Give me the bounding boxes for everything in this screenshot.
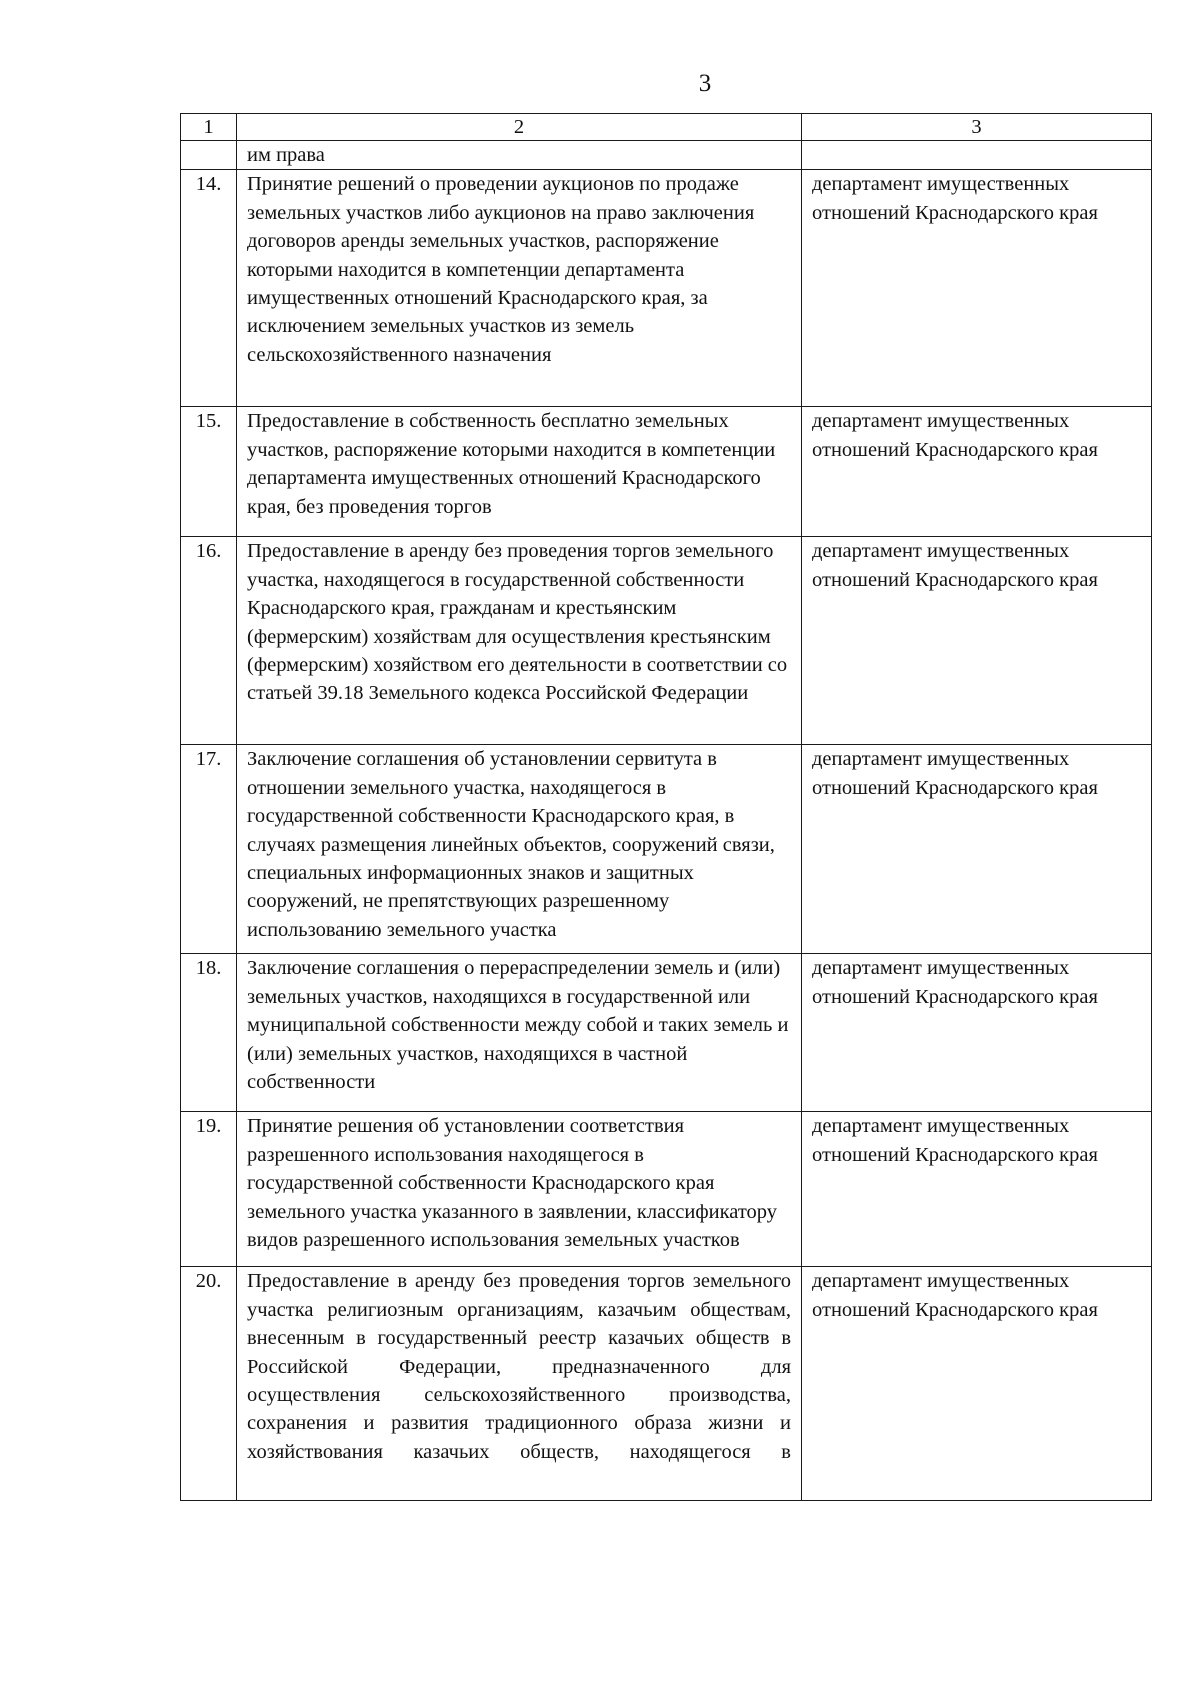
header-col-1: 1 [181, 114, 237, 141]
table-row [181, 954, 1152, 1112]
row-number: 18. [181, 954, 237, 1112]
continuation-row [181, 141, 1152, 170]
row-number: 15. [181, 407, 237, 537]
row-number: 19. [181, 1112, 237, 1267]
page-number: 3 [698, 70, 712, 97]
row-text: Принятие решения об установлении соответствия разрешенного использования находящегося в государственной собственности Краснодарского края земельного участка указанного в заявлении, классификатору видов разрешенного использования земельных участков [237, 1112, 802, 1267]
header-col-2: 2 [237, 114, 802, 141]
continuation-text: им права [237, 141, 802, 170]
row-text: Предоставление в аренду без проведения торгов земельного участка, находящегося в государственной собственности Краснодарского края, гражданам и крестьянским (фермерским) хозяйствам для осуществления крестьянским (фермерским) хозяйством его деятельности в соответствии со статьей 39.18 Земельного кодекса Российской Федерации [237, 537, 802, 745]
table-row [181, 407, 1152, 537]
header-col-3: 3 [802, 114, 1152, 141]
row-text: Предоставление в аренду без проведения торгов земельного участка религиозным организациям, казачьим обществам, внесенным в государственный реестр казачьих обществ в Российской Федерации, предназначенного для осуществления сельскохозяйственного производства, сохранения и развития традиционного образа жизни и хозяйствования казачьих обществ, находящегося в [237, 1267, 802, 1501]
row-org: департамент имущественных отношений Краснодарского края [802, 1112, 1152, 1267]
row-number [181, 141, 237, 170]
row-text: Принятие решений о проведении аукционов по продаже земельных участков либо аукционов на право заключения договоров аренды земельных участков, распоряжение которыми находится в компетенции департамента имущественных отношений Краснодарского края, за исключением земельных участков из земель сельскохозяйственного назначения [237, 170, 802, 407]
row-text: Заключение соглашения о перераспределении земель и (или) земельных участков, находящихся в государственной или муниципальной собственности между собой и таких земель и (или) земельных участков, находящихся в частной собственности [237, 954, 802, 1112]
table-row [181, 1112, 1152, 1267]
header-row [181, 114, 1152, 141]
row-text: Предоставление в собственность бесплатно земельных участков, распоряжение которыми находится в компетенции департамента имущественных отношений Краснодарского края, без проведения торгов [237, 407, 802, 537]
services-table [180, 113, 1152, 1501]
row-org: департамент имущественных отношений Краснодарского края [802, 407, 1152, 537]
table-row [181, 745, 1152, 954]
row-org: департамент имущественных отношений Краснодарского края [802, 537, 1152, 745]
table-row [181, 1267, 1152, 1501]
table-row [181, 537, 1152, 745]
row-number: 17. [181, 745, 237, 954]
row-number: 14. [181, 170, 237, 407]
row-text: Заключение соглашения об установлении сервитута в отношении земельного участка, находящегося в государственной собственности Краснодарского края, в случаях размещения линейных объектов, сооружений связи, специальных информационных знаков и защитных сооружений, не препятствующих разрешенному использованию земельного участка [237, 745, 802, 954]
row-number: 16. [181, 537, 237, 745]
row-org: департамент имущественных отношений Краснодарского края [802, 170, 1152, 407]
table-row [181, 170, 1152, 407]
row-number: 20. [181, 1267, 237, 1501]
row-org [802, 141, 1152, 170]
row-org: департамент имущественных отношений Краснодарского края [802, 1267, 1152, 1501]
row-org: департамент имущественных отношений Краснодарского края [802, 745, 1152, 954]
row-org: департамент имущественных отношений Краснодарского края [802, 954, 1152, 1112]
